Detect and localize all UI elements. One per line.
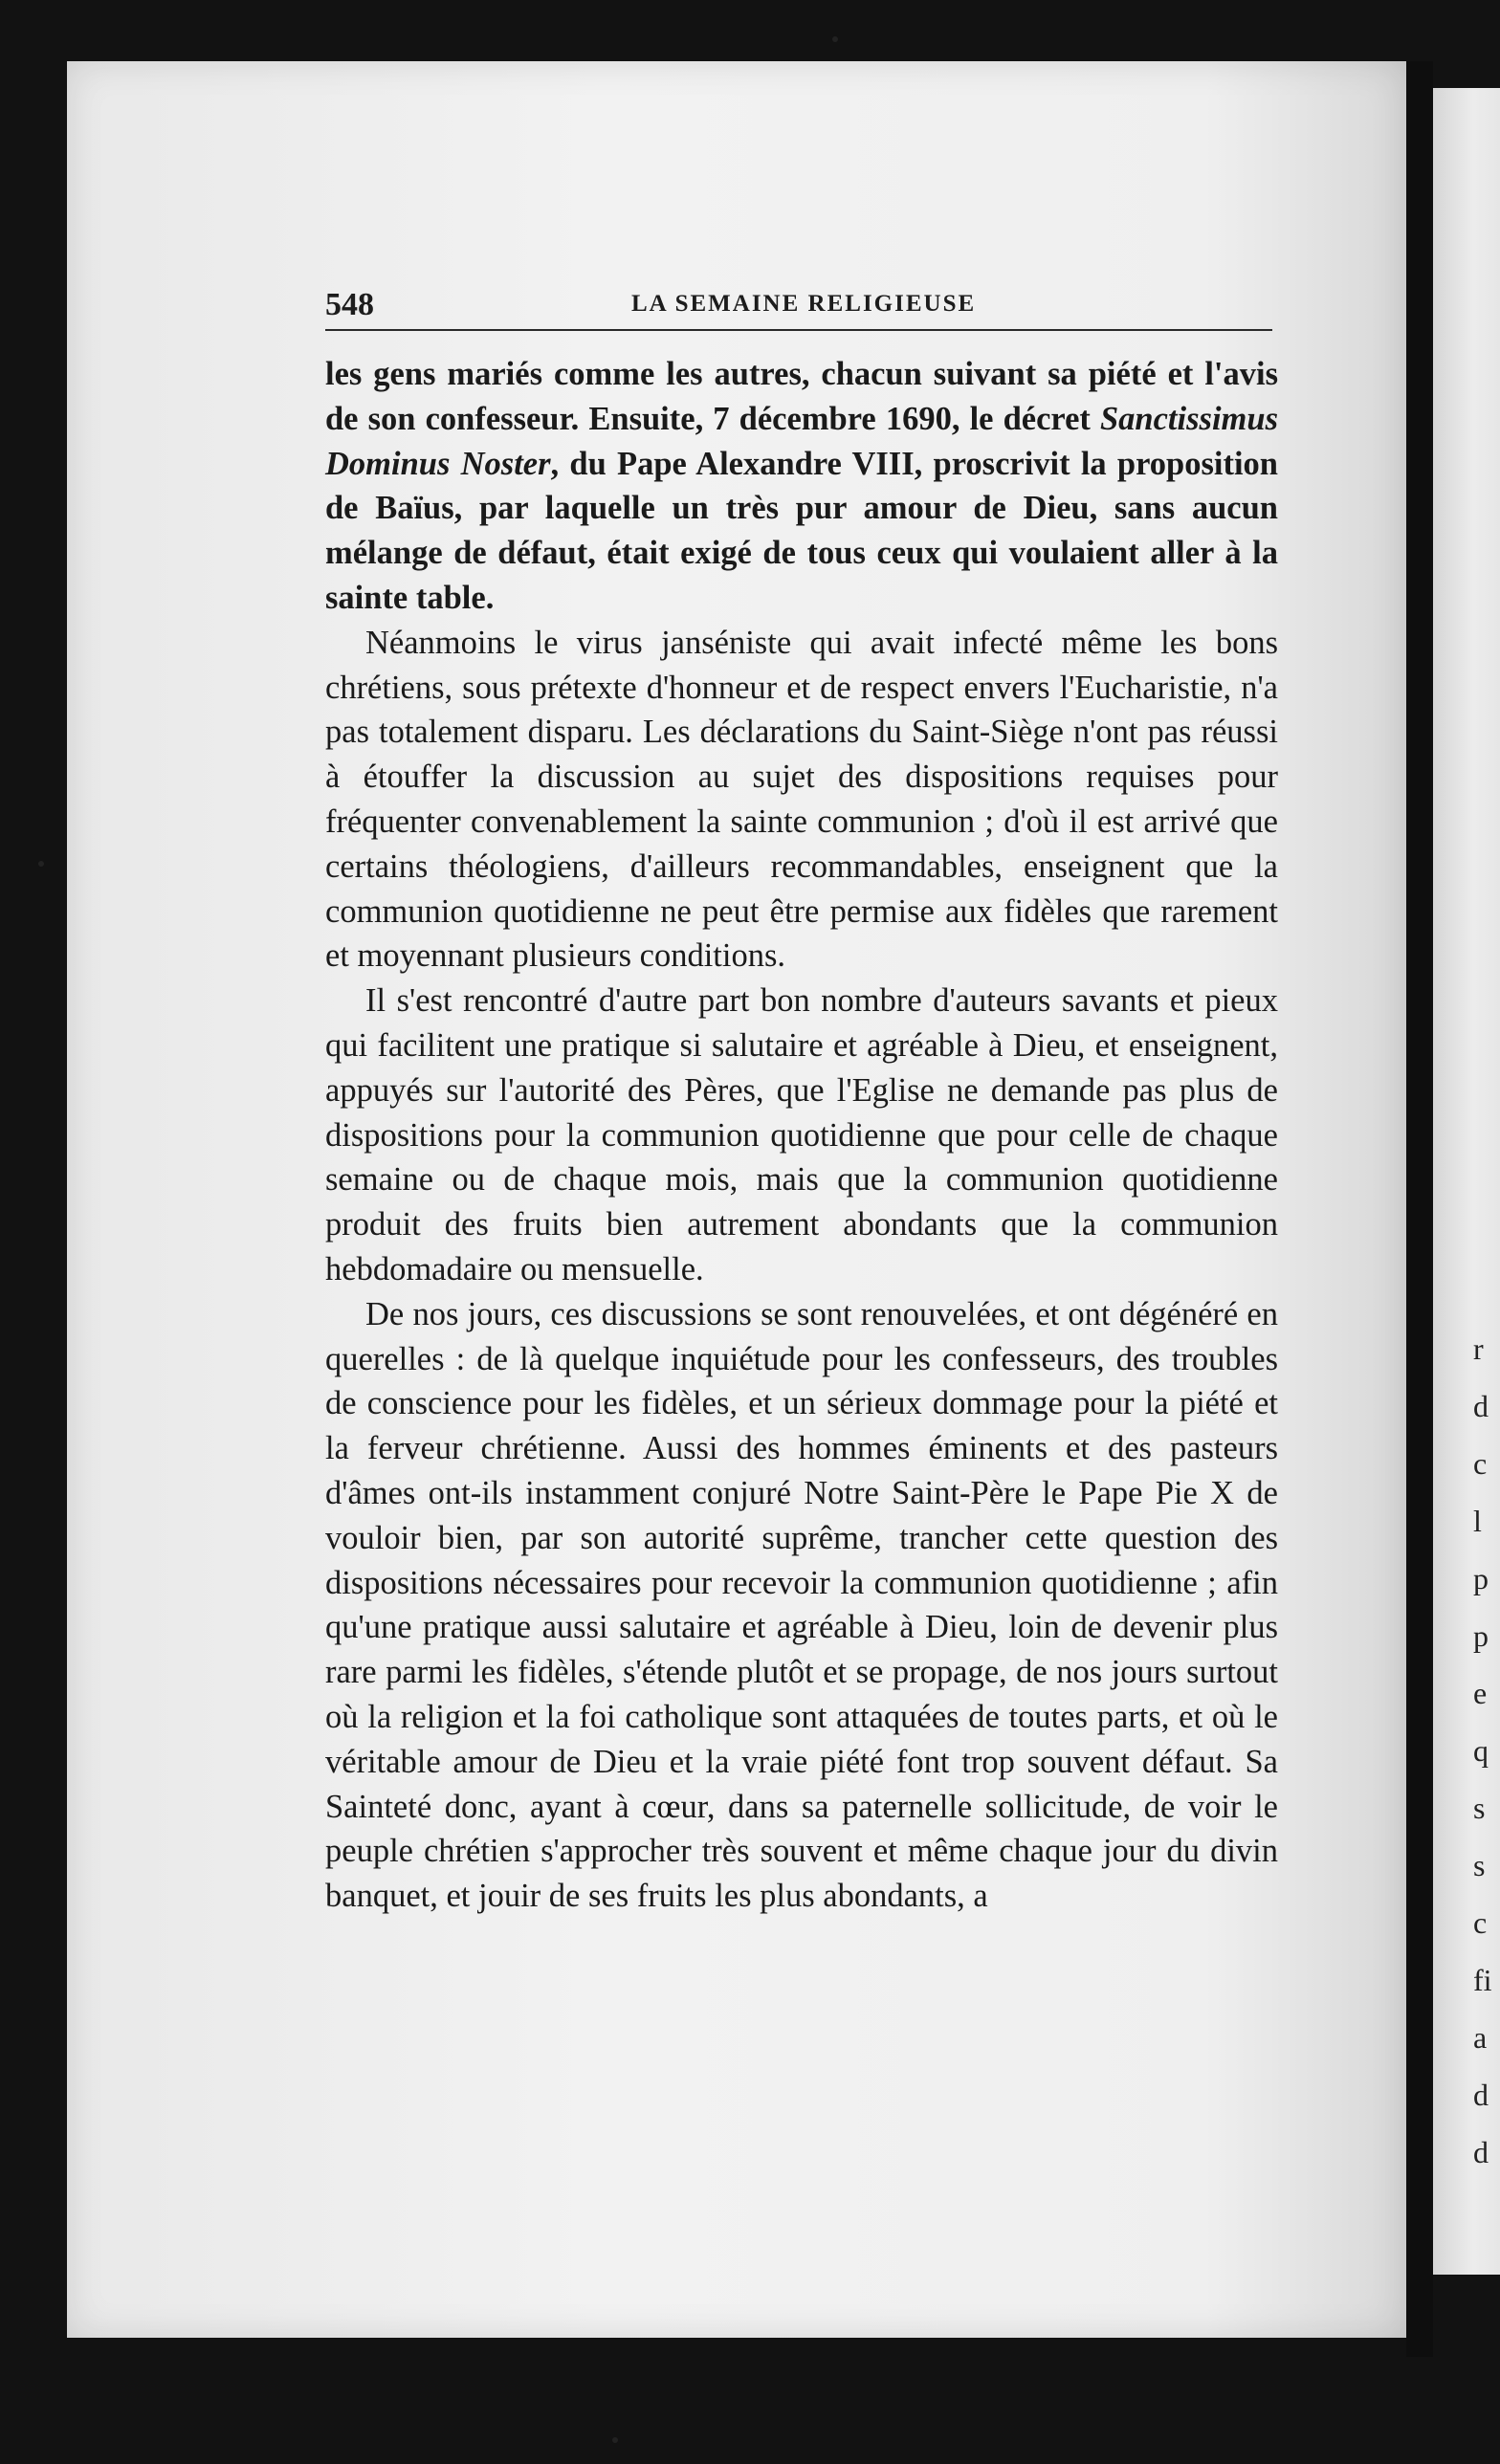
dust-speck <box>38 861 44 867</box>
edge-letter: a <box>1473 2020 1488 2055</box>
edge-letter: fi <box>1473 1963 1492 1997</box>
edge-letter: p <box>1473 1618 1489 1653</box>
paragraph-3: Il s'est rencontré d'autre part bon nombre d'auteurs savants et pieux qui facilitent une pratique si salutaire et agréable à Dieu, et enseignent, appuyés sur l'autorité des Pères, que l'Eglise ne demande pas plus de dispositions pour la communion quotidienne que pour celle de chaque semaine ou de chaque mois, mais que la communion quotidienne produit des fruits bien autrement abondants que la communion hebdomadaire ou mensuelle. <box>325 982 1278 1287</box>
edge-letter: d <box>1473 1389 1489 1423</box>
edge-letter: r <box>1473 1331 1484 1366</box>
paragraph-1 <box>325 352 1278 621</box>
dust-speck <box>612 2437 618 2443</box>
paragraph-1-part-1: les gens mariés comme les autres, chacun suivant sa piété et l'avis de son confesseur. Ensuite, 7 décembre 1690, le décret <box>325 356 1278 437</box>
edge-letter: s <box>1473 1848 1486 1882</box>
header-rule <box>325 329 1272 331</box>
edge-letter: p <box>1473 1561 1489 1595</box>
edge-letter: s <box>1473 1791 1486 1825</box>
edge-letter: l <box>1473 1504 1482 1538</box>
dust-speck <box>832 36 838 42</box>
body-text <box>325 352 1278 1919</box>
edge-letter: e <box>1473 1676 1488 1710</box>
page-header <box>325 287 1282 335</box>
edge-letter: c <box>1473 1446 1488 1481</box>
page-gutter <box>1406 61 1433 2357</box>
edge-letter: d <box>1473 2078 1489 2112</box>
decree-title: Sanctissimus Dominus Noster <box>325 400 1278 482</box>
paragraph-2: Néanmoins le virus janséniste qui avait infecté même les bons chrétiens, sous prétexte d'honneur et de respect envers l'Eucharistie, n'a pas totalement disparu. Les déclarations du Saint-Siège n'ont pas réussi à étouffer la discussion au sujet des dispositions requises pour fréquenter convenablement la sainte communion ; d'où il est arrivé que certains théologiens, d'ailleurs recommandables, enseignent que la communion quotidienne ne peut être permise aux fidèles que rarement et moyennant plusieurs conditions. <box>325 624 1278 975</box>
edge-letter: c <box>1473 1905 1488 1940</box>
edge-letter: d <box>1473 2135 1489 2169</box>
paragraph-4: De nos jours, ces discussions se sont renouvelées, et ont dégénéré en querelles : de là quelque inquiétude pour les confesseurs, des troubles de conscience pour les fidèles, et un sérieux dommage pour la piété et la ferveur chrétienne. Aussi des hommes éminents et des pasteurs d'âmes ont-ils instamment conjuré Notre Saint-Père le Pape Pie X de vouloir bien, par son autorité suprême, trancher cette question des dispositions nécessaires pour recevoir la communion quotidienne ; afin qu'une pratique aussi salutaire et agréable à Dieu, loin de devenir plus rare parmi les fidèles, s'étende plutôt et se propage, de nos jours surtout où la religion et la foi catholique sont attaquées de toutes parts, et où le véritable amour de Dieu et la vraie piété font trop souvent défaut. Sa Sainteté donc, ayant à cœur, dans sa paternelle sollicitude, de voir le peuple chrétien s'approcher très souvent et même chaque jour du divin banquet, et jouir de ses fruits les plus abondants, a <box>325 1295 1278 1915</box>
adjacent-page-letters <box>1473 1320 1500 2181</box>
paragraph-1-part-3: , du Pape Alexandre VIII, proscrivit la proposition de Baïus, par laquelle un très pur amour de Dieu, sans aucun mélange de défaut, était exigé de tous ceux qui voulaient aller à la sainte table. <box>325 445 1278 616</box>
running-title: LA SEMAINE RELIGIEUSE <box>631 291 977 317</box>
page-number: 548 <box>325 287 374 322</box>
edge-letter: q <box>1473 1733 1489 1768</box>
